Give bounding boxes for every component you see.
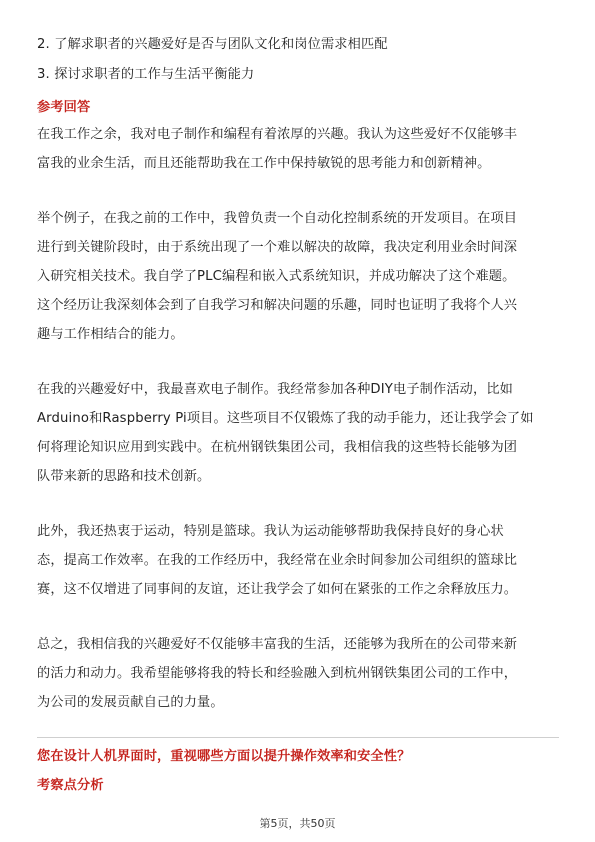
answer-p5-line1: 总之，我相信我的兴趣爱好不仅能够丰富我的生活，还能够为我所在的公司带来新	[37, 637, 518, 652]
answer-p4-line2: 态，提高工作效率。在我的工作经历中，我经常在业余时间参加公司组织的篮球比	[37, 553, 518, 568]
answer-p3-line4: 队带来新的思路和技术创新。	[37, 469, 211, 484]
answer-p4-line1: 此外，我还热衷于运动，特别是篮球。我认为运动能够帮助我保持良好的身心状	[37, 524, 504, 539]
answer-p3-line3: 何将理论知识应用到实践中。在杭州钢铁集团公司，我相信我的这些特长能够为团	[37, 440, 518, 455]
page-number: 第5页，共50页	[259, 817, 336, 830]
answer-p2-line2: 进行到关键阶段时，由于系统出现了一个难以解决的故障，我决定利用业余时间深	[37, 240, 518, 255]
answer-p5-line2: 的活力和动力。我希望能够将我的特长和经验融入到杭州钢铁集团公司的工作中，	[37, 666, 518, 681]
answer-p2-line3: 入研究相关技术。我自学了PLC编程和嵌入式系统知识，并成功解决了这个难题。	[37, 269, 516, 284]
analysis-heading: 考察点分析	[37, 778, 104, 793]
answer-p1-line1: 在我工作之余，我对电子制作和编程有着浓厚的兴趣。我认为这些爱好不仅能够丰	[37, 127, 518, 142]
next-question-title: 您在设计人机界面时，重视哪些方面以提升操作效率和安全性？	[37, 749, 411, 764]
answer-heading: 参考回答	[37, 100, 91, 115]
answer-p4-line3: 赛，这不仅增进了同事间的友谊，还让我学会了如何在紧张的工作之余释放压力。	[37, 582, 518, 597]
answer-p2-line5: 趣与工作相结合的能力。	[37, 327, 184, 342]
answer-p2-line4: 这个经历让我深刻体会到了自我学习和解决问题的乐趣，同时也证明了我将个人兴	[37, 298, 518, 313]
section-divider	[37, 737, 559, 738]
answer-p5-line3: 为公司的发展贡献自己的力量。	[37, 695, 224, 710]
answer-p3-line1: 在我的兴趣爱好中，我最喜欢电子制作。我经常参加各种DIY电子制作活动，比如	[37, 382, 514, 397]
answer-p2-line1: 举个例子，在我之前的工作中，我曾负责一个自动化控制系统的开发项目。在项目	[37, 211, 518, 226]
answer-p1-line2: 富我的业余生活，而且还能帮助我在工作中保持敏锐的思考能力和创新精神。	[37, 156, 491, 171]
answer-p3-line2: Arduino和Raspberry Pi项目。这些项目不仅锻炼了我的动手能力，还让我学会了如	[37, 411, 534, 426]
question-point-3: 3. 探讨求职者的工作与生活平衡能力	[37, 67, 255, 82]
question-point-2: 2. 了解求职者的兴趣爱好是否与团队文化和岗位需求相匹配	[37, 37, 388, 52]
